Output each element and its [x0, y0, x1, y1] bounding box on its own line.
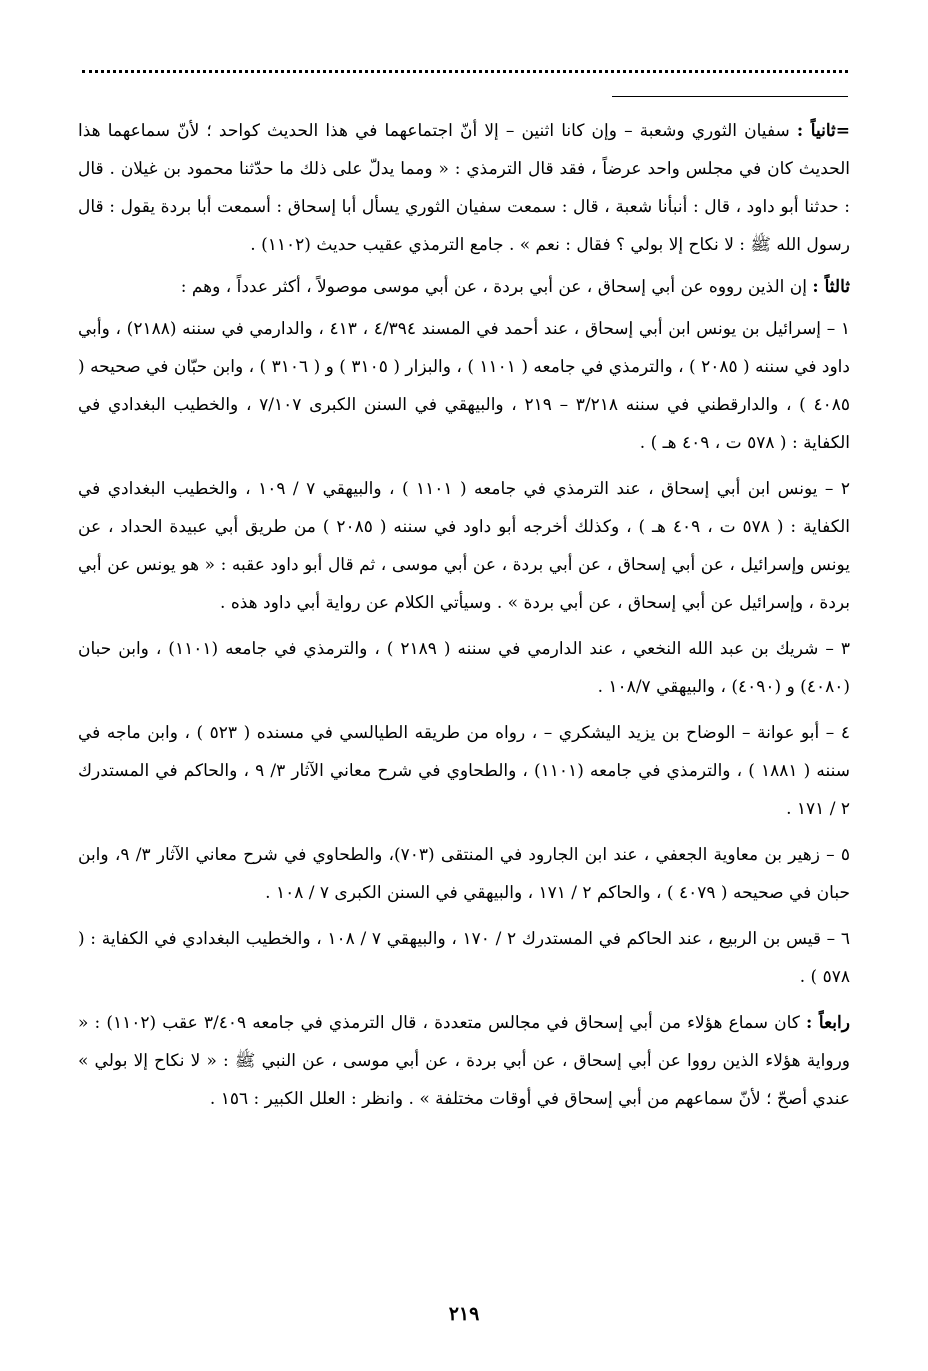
- dotted-separator: [82, 70, 848, 73]
- paragraph-lead: =ثانياً :: [796, 121, 851, 141]
- paragraph-thalithan: [78, 268, 850, 306]
- page-body: [78, 112, 850, 1122]
- paragraph-lead: ثالثاً :: [812, 277, 850, 297]
- list-item: ٢ – يونس ابن أبي إسحاق ، عند الترمذي في جامعه ( ١١٠١ ) ، والبيهقي ٧ / ١٠٩ ، والخطيب البغدادي في الكفاية : ( ٥٧٨ ت ، ٤٠٩ هـ ) ، وكذلك أخرجه أبو داود في سننه ( ٢٠٨٥ ) من طريق أبي عبيدة الحداد ، عن يونس وإسرائيل ، عن أبي إسحاق ، عن أبي بردة ، عن أبي موسى ، ثم قال أبو داود عقبه : « هو يونس عن أبي بردة ، وإسرائيل عن أبي إسحاق ، عن أبي بردة » . وسيأتي الكلام عن رواية أبي داود هذه .: [78, 479, 850, 613]
- list-item: ٦ – قيس بن الربيع ، عند الحاكم في المستدرك ٢ / ١٧٠ ، والبيهقي ٧ / ١٠٨ ، والخطيب البغدادي في الكفاية : ( ٥٧٨ ) .: [78, 929, 850, 987]
- page-number: ٢١٩: [448, 1303, 480, 1325]
- list-item: ١ – إسرائيل بن يونس ابن أبي إسحاق ، عند أحمد في المسند ٤/٣٩٤ ، ٤١٣ ، والدارمي في سننه (٢١٨٨) ، وأبي داود في سننه ( ٢٠٨٥ ) ، والترمذي في جامعه ( ١١٠١ ) ، والبزار ( ٣١٠٥ ) و ( ٣١٠٦ ) ، وابن حبّان في صحيحه ( ٤٠٨٥ ) ، والدارقطني في سننه ٣/٢١٨ – ٢١٩ ، والبيهقي في السنن الكبرى ٧/١٠٧ ، والخطيب البغدادي في الكفاية : ( ٥٧٨ ت ، ٤٠٩ هـ ) .: [78, 319, 851, 453]
- paragraph-text: سفيان الثوري وشعبة – وإن كانا اثنين – إلا أنّ اجتماعهما في هذا الحديث كواحد ؛ لأنّ سماعهما هذا الحديث كان في مجلس واحد عرضاً ، فقد قال الترمذي : « ومما يدلّ على ذلك ما حدّثنا محمود بن غيلان . قال : حدثنا أبو داود ، قال : أنبأنا شعبة ، قال : سمعت سفيان الثوري يسأل أبا إسحاق : أسمعت أبا بردة يقول : قال رسول الله ﷺ : لا نكاح إلا بولي ؟ فقال : نعم » . جامع الترمذي عقيب حديث (١١٠٢) .: [78, 121, 850, 255]
- paragraph-text: كان سماع هؤلاء من أبي إسحاق في مجالس متعددة ، قال الترمذي في جامعه ٣/٤٠٩ عقب (١١٠٢) : « ورواية هؤلاء الذين رووا عن أبي إسحاق ، عن أبي بردة ، عن أبي موسى ، عن النبي ﷺ : « لا نكاح إلا بولي » عندي أصحّ ؛ لأنّ سماعهم من أبي إسحاق في أوقات مختلفة » . وانظر : العلل الكبير : ١٥٦ .: [78, 1013, 850, 1109]
- footnote-rule: [612, 96, 848, 97]
- list-item: ٤ – أبو عوانة – الوضاح بن يزيد اليشكري – ، رواه من طريقه الطيالسي في مسنده ( ٥٢٣ ) ، وابن ماجه في سننه ( ١٨٨١ ) ، والترمذي في جامعه (١١٠١) ، والطحاوي في شرح معاني الآثار ٣/ ٩ ، والحاكم في المستدرك ٢ / ١٧١ .: [78, 723, 850, 819]
- paragraph-lead: رابعاً :: [806, 1013, 850, 1033]
- list-item: ٣ – شريك بن عبد الله النخعي ، عند الدارمي في سننه ( ٢١٨٩ ) ، والترمذي في جامعه (١١٠١) ، وابن حبان (٤٠٨٠) و (٤٠٩٠) ، والبيهقي ١٠٨/٧ .: [78, 639, 850, 697]
- paragraph-text: إن الذين رووه عن أبي إسحاق ، عن أبي بردة ، عن أبي موسى موصولاً ، أكثر عدداً ، وهم :: [180, 277, 813, 297]
- paragraph-rabian: [78, 1004, 850, 1118]
- list-item: ٥ – زهير بن معاوية الجعفي ، عند ابن الجارود في المنتقى (٧٠٣)، والطحاوي في شرح معاني الآثار ٣/ ٩، وابن حبان في صحيحه ( ٤٠٧٩ ) ، والحاكم ٢ / ١٧١ ، والبيهقي في السنن الكبرى ٧ / ١٠٨ .: [78, 845, 851, 903]
- paragraph-thaniyan: [78, 112, 850, 264]
